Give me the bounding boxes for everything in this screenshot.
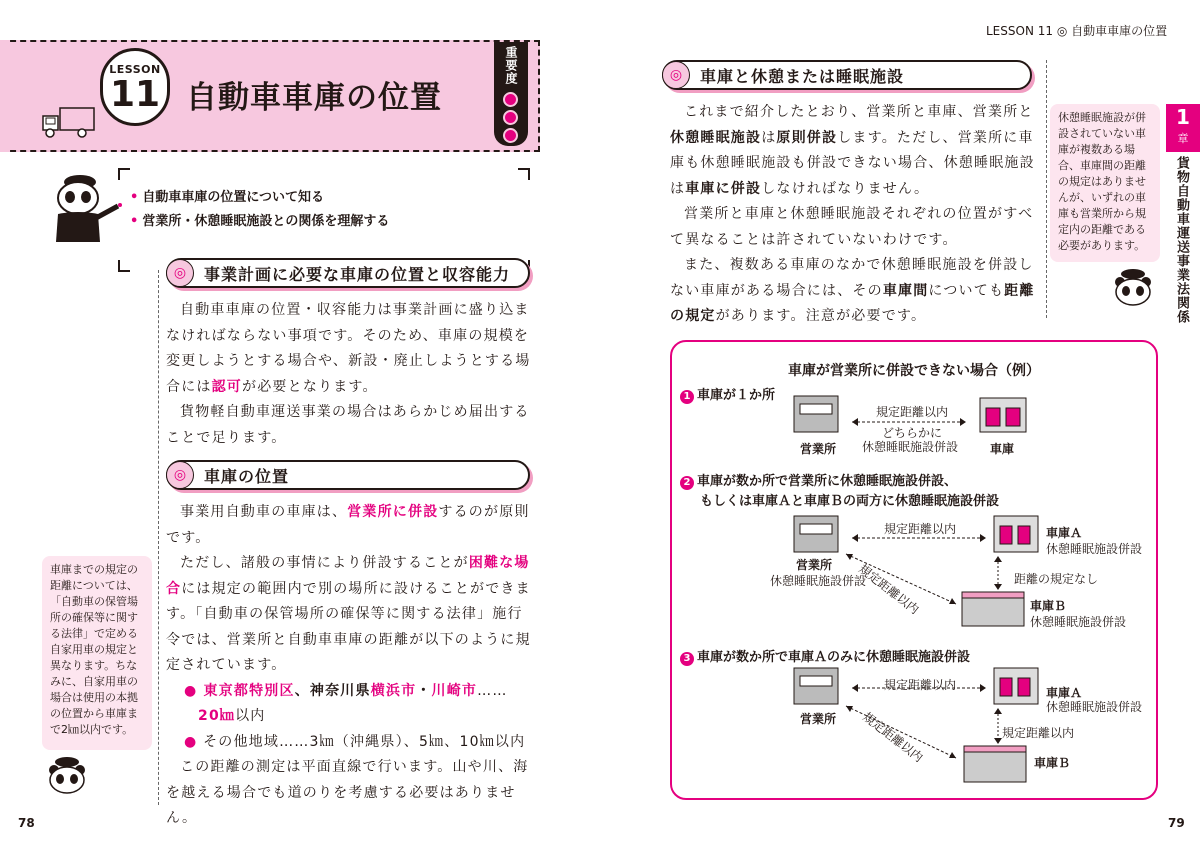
page-number: 79 (1168, 816, 1185, 830)
garage-label: 車庫 (990, 442, 1015, 456)
importance-dot (503, 110, 518, 125)
section-heading: ◎ 車庫の位置 (166, 460, 530, 490)
importance-label: 重要度 (504, 46, 518, 85)
garage-a-label: 車庫Ａ (1046, 686, 1083, 700)
running-head: LESSON 11 ◎ 自動車車庫の位置 (986, 24, 1168, 38)
chapter-title: 貨物自動車運送事業法関係 (1174, 156, 1189, 324)
rest-label: 休憩睡眠施設併設 (1046, 700, 1143, 714)
importance-meter (494, 42, 528, 146)
bullet-item: ● その他地域……3㎞（沖縄県）、5㎞、10㎞以内 (184, 733, 526, 750)
steering-wheel-icon: ◎ (166, 259, 194, 287)
steering-wheel-icon: ◎ (662, 61, 690, 89)
steering-wheel-icon: ◎ (166, 461, 194, 489)
distance-label: 規定距離以内 (876, 405, 949, 419)
distance-label: 規定距離以内 (860, 709, 926, 765)
section-heading: ◎ 事業計画に必要な車庫の位置と収容能力 (166, 258, 530, 288)
lesson-badge (100, 48, 170, 126)
panda-teacher-icon (48, 166, 124, 244)
section1-body: 自動車車庫の位置・収容能力は事業計画に盛り込ま なければならない事項です。そのため、車庫の規模を 変更しようとする場合や、新設・廃止しようとする場 合には認可が必要となります。 貨物軽自動車運送事業の場合はあらかじめ届出する ことで足ります。 (166, 302, 531, 446)
lesson-number: 11 (109, 74, 161, 115)
office-label: 営業所 (800, 442, 837, 456)
banner-edge (0, 40, 8, 152)
margin-rule (1046, 60, 1047, 318)
distance-label: 規定距離以内 (884, 522, 957, 536)
lesson-goals (118, 168, 530, 272)
office-label: 営業所 (800, 712, 837, 726)
goal-item: • 自動車車庫の位置について知る (130, 186, 324, 205)
rest-label: 休憩睡眠施設併設 (862, 440, 959, 454)
truck-icon (40, 106, 96, 140)
distance-label: 規定距離以内 (884, 678, 957, 692)
page-number: 78 (18, 816, 35, 830)
rest-label: 休憩睡眠施設併設 (1030, 615, 1127, 629)
rest-label: 休憩睡眠施設併設 (1046, 542, 1143, 556)
side-note: 車庫までの規定の距離については、「自動車の保管場所の確保等に関する法律」で定める自家用車の規定と異なります。ちなみに、自家用車の場合は使用の本拠の位置から車庫まで2㎞以内です。 (42, 556, 152, 750)
bullet-item: ● 東京都特別区、神奈川県横浜市・川崎市…… (184, 682, 508, 699)
section2-body: 事業用自動車の車庫は、営業所に併設するのが原則 です。 ただし、諸般の事情により併設することが困難な場 合には規定の範囲内で別の場所に設けることができま す。「自動車の保管場所の確保等に関する法律」施行 令では、営業所と自動車車庫の距離が以下のように規 定されています。 ● 東京都特別区、神奈川県横浜市・川崎市…… 20㎞以内 ● その他地域……3㎞（沖縄県）、5㎞、10㎞以内 この距離の測定は平面直線で行います。山や川、海 を越える場合でも道のりを考慮する必要はありません。 (166, 500, 538, 832)
case-title: 2 車庫が数か所で営業所に休憩睡眠施設併設、 もしくは車庫Ａと車庫Ｂの両方に休憩睡眠施設併設 (680, 472, 999, 512)
lesson-title: 自動車車庫の位置 (186, 80, 442, 116)
garage-b-label: 車庫Ｂ (1030, 599, 1067, 613)
importance-dot (503, 92, 518, 107)
diagram-title: 車庫が営業所に併設できない場合（例） (788, 363, 1040, 379)
no-rule-label: 距離の規定なし (1014, 572, 1099, 586)
section-heading: ◎ 車庫と休憩または睡眠施設 (662, 60, 1032, 90)
rest-label: 休憩睡眠施設併設 (770, 574, 867, 588)
importance-dot (503, 128, 518, 143)
lesson-word: LESSON (109, 63, 161, 76)
side-note: 休憩睡眠施設が併設されていない車庫が複数ある場合、車庫間の距離の規定はありませんが、いずれの車庫も営業所から規定内の距離である必要があります。 (1050, 104, 1160, 262)
goal-item: • 営業所・休憩睡眠施設との関係を理解する (130, 210, 389, 229)
office-label: 営業所 (796, 558, 833, 572)
case-title: 3 車庫が数か所で車庫Ａのみに休憩睡眠施設併設 (680, 646, 970, 666)
distance-label: 規定距離以内 (1002, 726, 1075, 740)
garage-b-label: 車庫Ｂ (1034, 756, 1071, 770)
panda-icon (1112, 268, 1154, 306)
case-title: 1 車庫が１か所 (680, 384, 775, 404)
distance-label: 規定距離以内 (856, 561, 922, 617)
margin-rule (158, 270, 159, 805)
either-label: どちらかに (882, 426, 943, 440)
garage-a-label: 車庫Ａ (1046, 526, 1083, 540)
chapter-tab: 1 章 (1166, 104, 1200, 152)
panda-icon (46, 756, 88, 794)
section3-body: これまで紹介したとおり、営業所と車庫、営業所と 休憩睡眠施設は原則併設します。ただし、営業所に車 庫も休憩睡眠施設も併設できない場合、休憩睡眠施設 は車庫に併設しなければなりません。 営業所と車庫と休憩睡眠施設それぞれの位置がすべ て異なることは許されていないわけです。 また、複数ある車庫のなかで休憩睡眠施設を併設し ない車庫がある場合には、その車庫間についても距離 の規定があります。注意が必要です。 (670, 104, 1035, 324)
